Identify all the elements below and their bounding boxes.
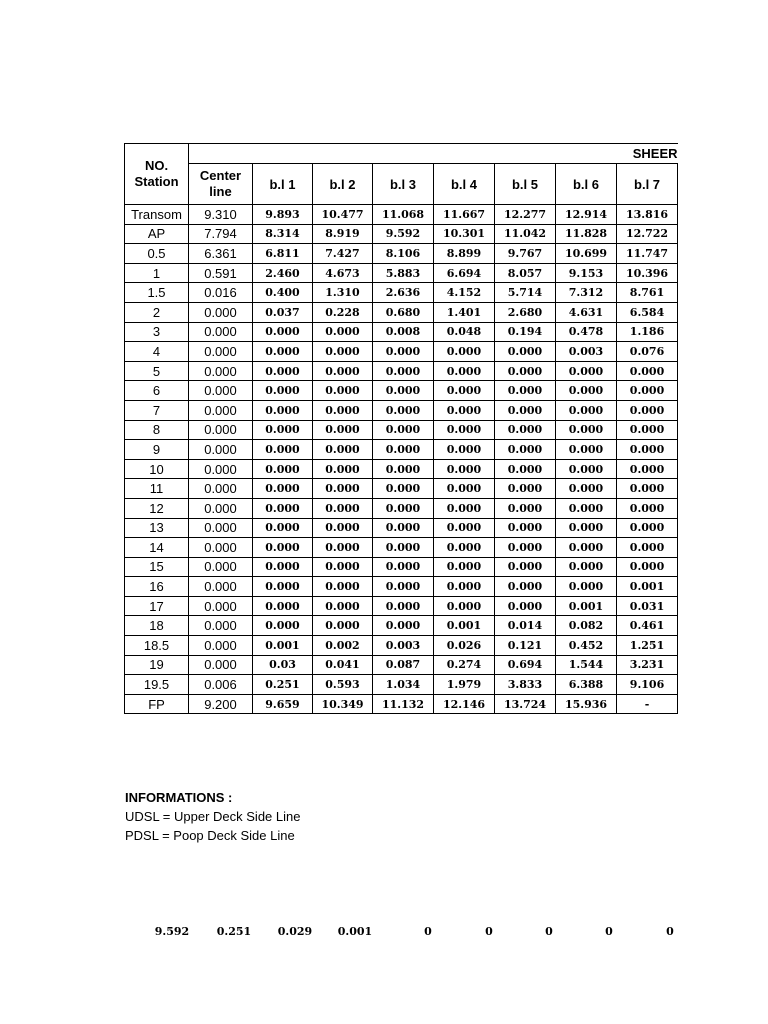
table-cell: 12.914 bbox=[556, 205, 617, 225]
table-cell: 0.400 bbox=[253, 283, 313, 303]
table-cell: 0.000 bbox=[189, 636, 253, 656]
table-cell: 0.000 bbox=[617, 557, 678, 577]
table-cell: 0.000 bbox=[617, 459, 678, 479]
table-cell: 0.000 bbox=[253, 616, 313, 636]
table-cell: 6.584 bbox=[617, 302, 678, 322]
table-cell: 0.000 bbox=[556, 577, 617, 597]
table-cell: 0.000 bbox=[253, 518, 313, 538]
table-cell: 6.361 bbox=[189, 244, 253, 264]
table-cell: 0.000 bbox=[434, 538, 495, 558]
table-cell: 0.000 bbox=[189, 577, 253, 597]
table-cell: 9.200 bbox=[189, 694, 253, 714]
table-cell: 0.000 bbox=[373, 400, 434, 420]
table-cell: 0.000 bbox=[253, 381, 313, 401]
table-cell: 0.000 bbox=[253, 538, 313, 558]
bottom-value: 0 bbox=[485, 925, 493, 938]
table-cell: 10.699 bbox=[556, 244, 617, 264]
table-cell: 0.593 bbox=[313, 675, 373, 695]
station-cell: 3 bbox=[125, 322, 189, 342]
table-cell: 0.000 bbox=[617, 381, 678, 401]
table-cell: 0.000 bbox=[434, 557, 495, 577]
table-body bbox=[125, 205, 678, 714]
table-cell: 0.000 bbox=[253, 361, 313, 381]
table-cell: 0.000 bbox=[373, 538, 434, 558]
table-cell: 0.000 bbox=[495, 361, 556, 381]
table-cell: 0.000 bbox=[495, 459, 556, 479]
table-cell: 0.000 bbox=[313, 342, 373, 362]
table-cell: 11.132 bbox=[373, 694, 434, 714]
table-cell: 0.003 bbox=[373, 636, 434, 656]
table-cell: 0.000 bbox=[495, 498, 556, 518]
table-cell: 0.000 bbox=[189, 440, 253, 460]
column-header: Center line bbox=[189, 164, 253, 205]
table-cell: 0.000 bbox=[434, 342, 495, 362]
table-cell: 0.121 bbox=[495, 636, 556, 656]
table-row bbox=[125, 400, 678, 420]
table-cell: 8.057 bbox=[495, 263, 556, 283]
table-row bbox=[125, 655, 678, 675]
table-row bbox=[125, 518, 678, 538]
table-cell: 11.042 bbox=[495, 224, 556, 244]
table-cell: 0.000 bbox=[617, 538, 678, 558]
table-cell: 0.452 bbox=[556, 636, 617, 656]
table-cell: 0.000 bbox=[434, 440, 495, 460]
table-cell: 0.000 bbox=[495, 577, 556, 597]
bottom-value: 0 bbox=[545, 925, 553, 938]
table-cell: 0.000 bbox=[189, 361, 253, 381]
table-cell: 0.000 bbox=[495, 557, 556, 577]
table-cell: 0.000 bbox=[373, 440, 434, 460]
table-cell: 2.460 bbox=[253, 263, 313, 283]
table-cell: 4.673 bbox=[313, 263, 373, 283]
table-cell: 0.000 bbox=[189, 322, 253, 342]
table-row bbox=[125, 694, 678, 714]
station-cell: 19.5 bbox=[125, 675, 189, 695]
table-row bbox=[125, 205, 678, 225]
table-cell: 3.833 bbox=[495, 675, 556, 695]
table-cell: 9.592 bbox=[373, 224, 434, 244]
table-cell: 4.152 bbox=[434, 283, 495, 303]
table-cell: 0.000 bbox=[313, 557, 373, 577]
table-cell: 0.000 bbox=[189, 420, 253, 440]
table-cell: 0.000 bbox=[495, 440, 556, 460]
table-cell: 0.000 bbox=[313, 479, 373, 499]
table-cell: 0.000 bbox=[373, 459, 434, 479]
table-cell: 9.767 bbox=[495, 244, 556, 264]
table-cell: 0.000 bbox=[313, 498, 373, 518]
station-cell: 2 bbox=[125, 302, 189, 322]
table-cell: 0.000 bbox=[189, 302, 253, 322]
table-cell: 0.000 bbox=[434, 498, 495, 518]
station-cell: 19 bbox=[125, 655, 189, 675]
table-cell: 7.427 bbox=[313, 244, 373, 264]
column-header: b.l 1 bbox=[253, 164, 313, 205]
offset-table-container bbox=[124, 143, 678, 714]
table-cell: 0.000 bbox=[313, 596, 373, 616]
table-row bbox=[125, 263, 678, 283]
table-row bbox=[125, 224, 678, 244]
table-cell: 0.000 bbox=[189, 518, 253, 538]
sheer-header: SHEER bbox=[189, 144, 678, 164]
table-row bbox=[125, 420, 678, 440]
table-cell: 0.014 bbox=[495, 616, 556, 636]
table-cell: 0.000 bbox=[373, 616, 434, 636]
table-row bbox=[125, 381, 678, 401]
table-cell: 11.667 bbox=[434, 205, 495, 225]
station-cell: Transom bbox=[125, 205, 189, 225]
table-cell: 12.277 bbox=[495, 205, 556, 225]
table-cell: 0.194 bbox=[495, 322, 556, 342]
table-cell: 2.636 bbox=[373, 283, 434, 303]
informations-title: INFORMATIONS : bbox=[125, 790, 233, 805]
table-cell: 0.000 bbox=[189, 381, 253, 401]
table-row bbox=[125, 244, 678, 264]
station-cell: 18 bbox=[125, 616, 189, 636]
column-header: b.l 5 bbox=[495, 164, 556, 205]
table-cell: 0.000 bbox=[189, 596, 253, 616]
table-cell: 0.000 bbox=[253, 498, 313, 518]
column-header: b.l 4 bbox=[434, 164, 495, 205]
table-cell: 11.828 bbox=[556, 224, 617, 244]
table-cell: 0.000 bbox=[253, 577, 313, 597]
table-cell: 12.146 bbox=[434, 694, 495, 714]
table-cell: 0.000 bbox=[617, 420, 678, 440]
info-line-udsl: UDSL = Upper Deck Side Line bbox=[125, 809, 301, 824]
table-cell: 0.000 bbox=[373, 596, 434, 616]
column-header: b.l 2 bbox=[313, 164, 373, 205]
table-cell: 0.000 bbox=[556, 518, 617, 538]
table-cell: 1.979 bbox=[434, 675, 495, 695]
table-cell: 11.747 bbox=[617, 244, 678, 264]
table-cell: 13.724 bbox=[495, 694, 556, 714]
table-cell: 0.000 bbox=[373, 577, 434, 597]
table-cell: 0.000 bbox=[313, 400, 373, 420]
table-cell: 0.000 bbox=[313, 616, 373, 636]
table-row bbox=[125, 616, 678, 636]
table-cell: 0.000 bbox=[253, 400, 313, 420]
table-cell: 8.761 bbox=[617, 283, 678, 303]
table-cell: 0.000 bbox=[495, 342, 556, 362]
table-row bbox=[125, 636, 678, 656]
table-cell: 0.000 bbox=[189, 557, 253, 577]
table-cell: 0.000 bbox=[373, 381, 434, 401]
table-cell: 0.000 bbox=[373, 498, 434, 518]
table-cell: 0.000 bbox=[617, 361, 678, 381]
table-cell: 0.000 bbox=[373, 420, 434, 440]
table-cell: 0.000 bbox=[253, 557, 313, 577]
table-row bbox=[125, 479, 678, 499]
table-cell: 0.251 bbox=[253, 675, 313, 695]
table-cell: 0.002 bbox=[313, 636, 373, 656]
table-cell: 0.000 bbox=[617, 518, 678, 538]
table-cell: 11.068 bbox=[373, 205, 434, 225]
table-cell: 0.03 bbox=[253, 655, 313, 675]
table-cell: 0.000 bbox=[556, 538, 617, 558]
table-cell: 8.919 bbox=[313, 224, 373, 244]
table-cell: 10.477 bbox=[313, 205, 373, 225]
table-cell: 0.000 bbox=[434, 518, 495, 538]
info-line-pdsl: PDSL = Poop Deck Side Line bbox=[125, 828, 295, 843]
station-cell: 14 bbox=[125, 538, 189, 558]
bottom-values-row bbox=[0, 925, 768, 943]
table-cell: 0.461 bbox=[617, 616, 678, 636]
table-cell: 3.231 bbox=[617, 655, 678, 675]
station-cell: 4 bbox=[125, 342, 189, 362]
table-cell: - bbox=[617, 694, 678, 714]
table-cell: 10.396 bbox=[617, 263, 678, 283]
table-cell: 0.000 bbox=[556, 440, 617, 460]
table-cell: 0.000 bbox=[495, 596, 556, 616]
table-cell: 9.659 bbox=[253, 694, 313, 714]
table-cell: 0.000 bbox=[313, 361, 373, 381]
bottom-value: 0.001 bbox=[337, 925, 373, 938]
table-cell: 0.001 bbox=[556, 596, 617, 616]
table-cell: 0.076 bbox=[617, 342, 678, 362]
table-cell: 2.680 bbox=[495, 302, 556, 322]
table-cell: 1.544 bbox=[556, 655, 617, 675]
table-cell: 0.000 bbox=[313, 381, 373, 401]
table-cell: 1.401 bbox=[434, 302, 495, 322]
table-cell: 0.000 bbox=[434, 400, 495, 420]
table-cell: 0.026 bbox=[434, 636, 495, 656]
table-cell: 0.006 bbox=[189, 675, 253, 695]
table-cell: 0.000 bbox=[253, 440, 313, 460]
table-cell: 0.000 bbox=[313, 459, 373, 479]
offset-table bbox=[124, 143, 678, 714]
column-header-row bbox=[125, 164, 678, 205]
table-cell: 0.000 bbox=[313, 322, 373, 342]
station-cell: 10 bbox=[125, 459, 189, 479]
table-cell: 0.000 bbox=[495, 518, 556, 538]
table-cell: 0.000 bbox=[495, 420, 556, 440]
table-row bbox=[125, 577, 678, 597]
table-cell: 0.001 bbox=[434, 616, 495, 636]
table-cell: 0.000 bbox=[617, 498, 678, 518]
station-header bbox=[125, 144, 189, 205]
bottom-value: 0 bbox=[424, 925, 432, 938]
table-cell: 1.251 bbox=[617, 636, 678, 656]
table-row bbox=[125, 322, 678, 342]
table-cell: 0.000 bbox=[617, 440, 678, 460]
table-cell: 0.031 bbox=[617, 596, 678, 616]
table-cell: 0.000 bbox=[313, 518, 373, 538]
table-cell: 10.349 bbox=[313, 694, 373, 714]
table-cell: 1.186 bbox=[617, 322, 678, 342]
bottom-value: 0.029 bbox=[277, 925, 313, 938]
table-cell: 0.000 bbox=[189, 498, 253, 518]
station-cell: 8 bbox=[125, 420, 189, 440]
table-row bbox=[125, 459, 678, 479]
table-cell: 0.000 bbox=[556, 420, 617, 440]
table-cell: 0.000 bbox=[434, 459, 495, 479]
table-cell: 8.899 bbox=[434, 244, 495, 264]
table-cell: 0.000 bbox=[556, 459, 617, 479]
table-row bbox=[125, 557, 678, 577]
table-cell: 0.000 bbox=[434, 361, 495, 381]
table-cell: 0.000 bbox=[434, 381, 495, 401]
column-header: b.l 7 bbox=[617, 164, 678, 205]
table-cell: 5.883 bbox=[373, 263, 434, 283]
table-cell: 15.936 bbox=[556, 694, 617, 714]
table-cell: 0.016 bbox=[189, 283, 253, 303]
table-cell: 0.591 bbox=[189, 263, 253, 283]
station-cell: 7 bbox=[125, 400, 189, 420]
column-header: b.l 6 bbox=[556, 164, 617, 205]
table-row bbox=[125, 302, 678, 322]
table-cell: 0.000 bbox=[617, 400, 678, 420]
table-cell: 0.008 bbox=[373, 322, 434, 342]
table-cell: 0.000 bbox=[434, 420, 495, 440]
table-cell: 0.000 bbox=[253, 479, 313, 499]
table-cell: 0.003 bbox=[556, 342, 617, 362]
table-cell: 6.388 bbox=[556, 675, 617, 695]
table-cell: 0.000 bbox=[189, 616, 253, 636]
station-cell: 0.5 bbox=[125, 244, 189, 264]
table-cell: 8.106 bbox=[373, 244, 434, 264]
table-cell: 0.000 bbox=[189, 342, 253, 362]
table-cell: 10.301 bbox=[434, 224, 495, 244]
station-cell: 17 bbox=[125, 596, 189, 616]
table-cell: 0.000 bbox=[556, 381, 617, 401]
table-cell: 7.312 bbox=[556, 283, 617, 303]
table-cell: 0.000 bbox=[556, 361, 617, 381]
table-cell: 0.000 bbox=[373, 479, 434, 499]
table-row bbox=[125, 675, 678, 695]
table-cell: 0.000 bbox=[189, 400, 253, 420]
table-cell: 9.106 bbox=[617, 675, 678, 695]
station-cell: 18.5 bbox=[125, 636, 189, 656]
table-cell: 0.000 bbox=[556, 400, 617, 420]
table-cell: 0.000 bbox=[495, 400, 556, 420]
station-cell: 6 bbox=[125, 381, 189, 401]
table-cell: 8.314 bbox=[253, 224, 313, 244]
station-cell: 9 bbox=[125, 440, 189, 460]
informations-section bbox=[125, 788, 300, 845]
station-header-label: NO. Station bbox=[134, 158, 179, 189]
table-cell: 0.048 bbox=[434, 322, 495, 342]
table-cell: 0.000 bbox=[434, 577, 495, 597]
table-cell: 7.794 bbox=[189, 224, 253, 244]
table-cell: 0.000 bbox=[253, 322, 313, 342]
table-cell: 0.000 bbox=[189, 655, 253, 675]
table-cell: 0.082 bbox=[556, 616, 617, 636]
table-row bbox=[125, 538, 678, 558]
bottom-value: 0.251 bbox=[216, 925, 252, 938]
table-cell: 9.893 bbox=[253, 205, 313, 225]
column-header: b.l 3 bbox=[373, 164, 434, 205]
bottom-value: 9.592 bbox=[154, 925, 190, 938]
station-cell: 5 bbox=[125, 361, 189, 381]
table-cell: 13.816 bbox=[617, 205, 678, 225]
table-cell: 0.000 bbox=[313, 538, 373, 558]
table-cell: 0.000 bbox=[373, 518, 434, 538]
table-cell: 0.000 bbox=[434, 596, 495, 616]
table-cell: 0.000 bbox=[495, 381, 556, 401]
table-cell: 0.087 bbox=[373, 655, 434, 675]
table-cell: 0.680 bbox=[373, 302, 434, 322]
bottom-value: 0 bbox=[666, 925, 674, 938]
table-cell: 0.000 bbox=[313, 420, 373, 440]
table-cell: 0.001 bbox=[253, 636, 313, 656]
station-cell: 11 bbox=[125, 479, 189, 499]
table-cell: 6.811 bbox=[253, 244, 313, 264]
table-cell: 0.000 bbox=[373, 557, 434, 577]
table-cell: 0.000 bbox=[253, 459, 313, 479]
table-cell: 0.000 bbox=[495, 538, 556, 558]
table-row bbox=[125, 440, 678, 460]
table-cell: 0.000 bbox=[253, 342, 313, 362]
table-cell: 0.000 bbox=[495, 479, 556, 499]
table-cell: 0.228 bbox=[313, 302, 373, 322]
table-cell: 0.000 bbox=[189, 538, 253, 558]
table-cell: 5.714 bbox=[495, 283, 556, 303]
table-cell: 0.000 bbox=[434, 479, 495, 499]
station-cell: 12 bbox=[125, 498, 189, 518]
table-cell: 0.000 bbox=[556, 498, 617, 518]
table-cell: 0.037 bbox=[253, 302, 313, 322]
table-cell: 0.478 bbox=[556, 322, 617, 342]
table-cell: 9.153 bbox=[556, 263, 617, 283]
table-cell: 1.310 bbox=[313, 283, 373, 303]
table-cell: 4.631 bbox=[556, 302, 617, 322]
table-cell: 1.034 bbox=[373, 675, 434, 695]
table-cell: 6.694 bbox=[434, 263, 495, 283]
station-cell: FP bbox=[125, 694, 189, 714]
table-cell: 0.041 bbox=[313, 655, 373, 675]
table-cell: 0.000 bbox=[189, 459, 253, 479]
table-cell: 0.000 bbox=[313, 577, 373, 597]
station-cell: 16 bbox=[125, 577, 189, 597]
table-cell: 0.000 bbox=[556, 557, 617, 577]
table-cell: 0.000 bbox=[617, 479, 678, 499]
table-cell: 9.310 bbox=[189, 205, 253, 225]
table-cell: 0.000 bbox=[556, 479, 617, 499]
table-cell: 0.000 bbox=[253, 420, 313, 440]
bottom-value: 0 bbox=[605, 925, 613, 938]
table-row bbox=[125, 283, 678, 303]
station-cell: 13 bbox=[125, 518, 189, 538]
table-row bbox=[125, 361, 678, 381]
table-cell: 0.694 bbox=[495, 655, 556, 675]
table-cell: 0.001 bbox=[617, 577, 678, 597]
table-cell: 0.274 bbox=[434, 655, 495, 675]
table-cell: 12.722 bbox=[617, 224, 678, 244]
table-cell: 0.000 bbox=[373, 361, 434, 381]
table-row bbox=[125, 498, 678, 518]
table-cell: 0.000 bbox=[373, 342, 434, 362]
station-cell: AP bbox=[125, 224, 189, 244]
table-row bbox=[125, 342, 678, 362]
table-cell: 0.000 bbox=[313, 440, 373, 460]
station-cell: 1.5 bbox=[125, 283, 189, 303]
table-cell: 0.000 bbox=[189, 479, 253, 499]
table-cell: 0.000 bbox=[253, 596, 313, 616]
station-cell: 15 bbox=[125, 557, 189, 577]
table-row bbox=[125, 596, 678, 616]
station-cell: 1 bbox=[125, 263, 189, 283]
